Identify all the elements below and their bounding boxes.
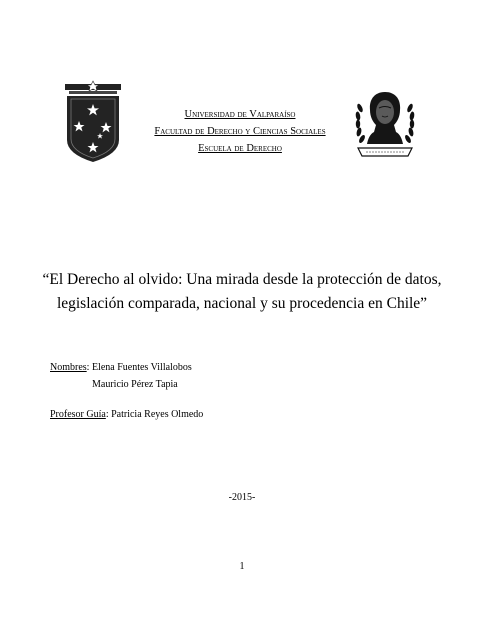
faculty-name: Facultad de Derecho y Ciencias Sociales bbox=[154, 126, 326, 137]
page-number: 1 bbox=[239, 561, 245, 572]
author-name-2: Mauricio Pérez Tapia bbox=[92, 379, 178, 390]
names-colon: : bbox=[86, 362, 92, 373]
institution-header bbox=[110, 106, 370, 157]
thesis-title-line-2: legislación comparada, nacional y su procedencia en Chile” bbox=[56, 295, 428, 312]
author-name-2-line bbox=[92, 378, 178, 391]
university-name: Universidad de Valparaíso bbox=[184, 109, 296, 120]
document-year: -2015- bbox=[228, 492, 256, 503]
school-name: Escuela de Derecho bbox=[198, 143, 282, 154]
thesis-title bbox=[40, 268, 444, 316]
advisor-colon: : bbox=[105, 409, 112, 420]
advisor-name: Patricia Reyes Olmedo bbox=[111, 409, 204, 420]
names-block bbox=[50, 361, 192, 374]
author-name-1: Elena Fuentes Villalobos bbox=[91, 362, 192, 373]
faculty-seal-logo bbox=[352, 86, 418, 162]
advisor-label: Profesor Guía bbox=[50, 409, 106, 420]
advisor-block bbox=[50, 408, 203, 421]
names-label: Nombres bbox=[50, 362, 87, 373]
thesis-title-line-1: “El Derecho al olvido: Una mirada desde la protección de datos, bbox=[42, 271, 442, 288]
